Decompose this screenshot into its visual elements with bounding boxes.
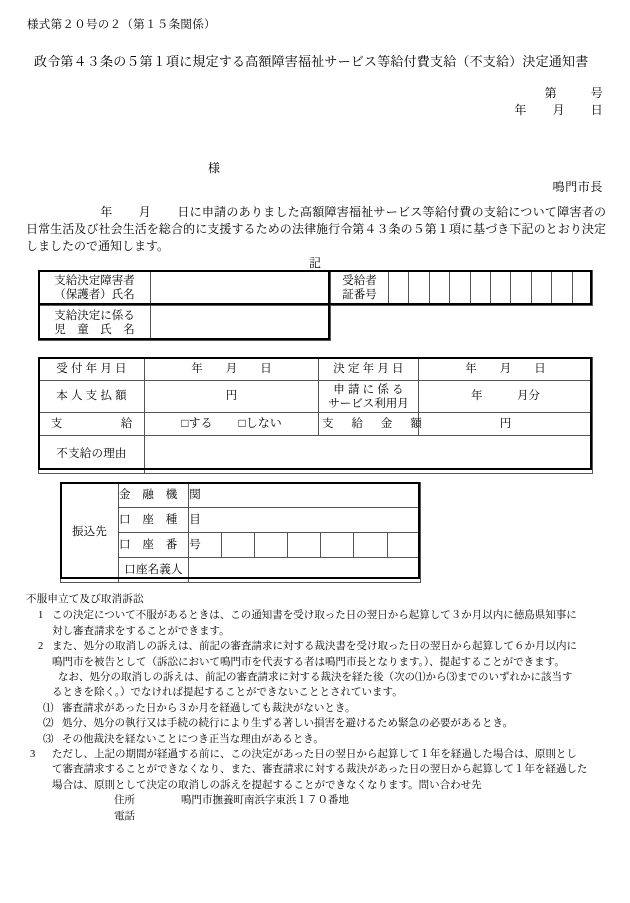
table-row xyxy=(39,271,593,306)
document-number-prefix: 第 xyxy=(544,86,557,100)
contact-address-label: 住所 xyxy=(114,795,135,807)
cert-number-cell[interactable] xyxy=(389,271,409,306)
cert-number-cell[interactable] xyxy=(490,271,510,306)
cert-number-label-line1: 受給者 xyxy=(342,275,377,287)
notice-item-1-number: 1 xyxy=(38,610,44,622)
table1-empty-area xyxy=(331,306,593,341)
recipient-name-label-line1: 支給決定障害者 xyxy=(54,275,135,287)
document-title: 政令第４３条の５第１項に規定する高額障害福祉サービス等給付費支給（不支給）決定通知書 xyxy=(34,54,589,69)
payment-option-yes-checkbox[interactable]: □する xyxy=(181,416,213,430)
account-number-cell[interactable] xyxy=(222,533,255,558)
payment-decision-label: 支 給 xyxy=(39,413,145,436)
table-row xyxy=(39,381,593,413)
service-month-label-line2: サービス利用月 xyxy=(328,397,409,410)
notice-item-1-line1: この決定について不服があるときは、この通知書を受け取った日の翌日から起算して３か月以内に徳島県知事に xyxy=(52,610,577,622)
notice-subitem-1-number: ⑴ xyxy=(43,702,54,714)
notice-item-3 xyxy=(26,747,614,762)
cert-number-cell[interactable] xyxy=(552,271,572,306)
body-date-month: 月 xyxy=(138,205,152,219)
cert-number-cell[interactable] xyxy=(531,271,551,306)
notice-item-2-number: 2 xyxy=(38,641,44,653)
appeal-notice-heading: 不服申立て及び取消訴訟 xyxy=(26,594,144,605)
child-name-label-line1: 支給決定に係る xyxy=(54,310,135,322)
decision-date-value[interactable]: 年 月 日 xyxy=(419,358,593,381)
non-payment-reason-input[interactable] xyxy=(145,436,593,474)
notice-subitem-3 xyxy=(26,732,614,747)
recipient-name-label-line2: （保護者）氏名 xyxy=(54,289,135,301)
table-row xyxy=(39,413,593,436)
service-month-label-line1: 申請に係る xyxy=(333,383,407,396)
issue-date-day: 日 xyxy=(590,103,603,117)
cert-number-label-line2: 証番号 xyxy=(342,289,377,301)
payment-amount-value[interactable]: 円 xyxy=(419,413,593,436)
table-row xyxy=(61,483,421,508)
notice-item-1 xyxy=(26,608,614,623)
contact-address-line xyxy=(26,793,614,808)
child-name-label-line2: 児 童 氏 名 xyxy=(54,324,135,336)
table-row xyxy=(39,306,593,341)
notice-subitem-3-number: ⑶ xyxy=(43,733,54,745)
notice-item-2-line4: るときを除く。）でなければ提起することができないこととされています。 xyxy=(52,687,403,699)
cert-number-cell[interactable] xyxy=(429,271,449,306)
payment-amount-label: 支 給 金 額 xyxy=(319,413,419,436)
account-number-cell[interactable] xyxy=(387,533,420,558)
contact-phone-label: 電話 xyxy=(114,810,135,822)
notice-subitem-1-text: 審査請求があった日から３か月を経過しても裁決がないとき。 xyxy=(62,702,356,714)
notice-item-1-line2: 対し審査請求をすることができます。 xyxy=(52,625,230,637)
receipt-date-label: 受付年月日 xyxy=(39,358,145,381)
notice-subitem-3-text: その他裁決を経ないことにつき正当な理由があるとき。 xyxy=(62,733,324,745)
cert-number-cell[interactable] xyxy=(572,271,592,306)
notice-item-2-line3: なお、処分の取消しの訴えは、前記の審査請求に対する裁決を経た後（次の⑴から⑶までのいずれかに該当す xyxy=(58,672,573,684)
notice-item-2 xyxy=(26,639,614,654)
account-type-input[interactable] xyxy=(189,508,421,533)
addressee-honorific: 様 xyxy=(208,161,221,175)
notice-item-2-line1: また、処分の取消しの訴えは、前記の審査請求に対する裁決書を受け取った日の翌日から起算して６か月以内に xyxy=(52,641,577,653)
body-paragraph xyxy=(26,204,606,255)
notice-subitem-2-number: ⑵ xyxy=(43,718,54,730)
notice-item-3-line1: ただし、上記の期間が経過する前に、この決定があった日の翌日から起算して１年を経過した場合は、原則とし xyxy=(52,749,577,761)
document-number-line xyxy=(545,84,603,101)
decision-date-label: 決定年月日 xyxy=(319,358,419,381)
cert-number-cell[interactable] xyxy=(409,271,429,306)
payment-options xyxy=(145,413,319,436)
notice-item-2-line2: 鳴門市を被告として（訴訟において鳴門市を代表する者は鳴門市長となります。）、提起することができます。 xyxy=(52,656,565,668)
payment-option-no-checkbox[interactable]: □しない xyxy=(238,416,282,430)
notice-subitem-2-text: 処分、処分の執行又は手続の続行により生ずる著しい損害を避けるため緊急の必要があるとき。 xyxy=(62,718,514,730)
cert-number-cell[interactable] xyxy=(450,271,470,306)
transfer-destination-label: 振込先 xyxy=(61,483,119,583)
account-number-cell[interactable] xyxy=(288,533,321,558)
non-payment-reason-label: 不支給の理由 xyxy=(39,436,145,474)
account-number-cell[interactable] xyxy=(321,533,354,558)
table-row xyxy=(39,436,593,474)
decision-detail-table xyxy=(38,357,593,474)
recipient-info-table xyxy=(38,270,593,341)
recipient-name-label xyxy=(39,271,151,306)
self-payment-label: 本人支払額 xyxy=(39,381,145,413)
body-date-year: 年 xyxy=(100,205,113,219)
notice-subitem-2 xyxy=(26,716,614,731)
cert-number-label xyxy=(331,271,389,306)
service-month-value[interactable]: 年 月分 xyxy=(419,381,593,413)
document-number-suffix: 号 xyxy=(590,86,603,100)
contact-address-value: 鳴門市撫養町南浜字東浜１７０番地 xyxy=(181,795,349,807)
table-row xyxy=(39,358,593,381)
notice-item-3-line3: 場合は、原則として決定の取消しの訴えを提起することができなくなります。問い合わせ先 xyxy=(52,779,482,791)
bank-institution-label: 金 融 機 関 xyxy=(119,483,189,508)
cert-number-cell[interactable] xyxy=(470,271,490,306)
bank-institution-input[interactable] xyxy=(189,483,421,508)
contact-phone-line xyxy=(26,809,614,824)
appeal-notice-section xyxy=(26,592,614,824)
notice-item-3-number: 3 xyxy=(30,749,36,761)
issue-date-line xyxy=(514,101,603,118)
notice-subitem-1 xyxy=(26,701,614,716)
issue-date-month: 月 xyxy=(552,103,565,117)
receipt-date-value[interactable]: 年 月 日 xyxy=(145,358,319,381)
body-main-text: 日に申請のありました高額障害福祉サービス等給付費の支給について障害者の日常生活及び社会生活を総合的に支援するための法律施行令第４３条の５第１項に基づき下記のとおり決定しましたので通知します。 xyxy=(26,205,606,253)
child-name-label xyxy=(39,306,151,341)
account-number-cell[interactable] xyxy=(255,533,288,558)
self-payment-value[interactable]: 円 xyxy=(145,381,319,413)
issuer-name: 鳴門市長 xyxy=(552,180,603,194)
account-holder-input[interactable] xyxy=(189,558,421,583)
account-number-cell[interactable] xyxy=(354,533,387,558)
notice-item-3-line2: て審査請求することができなくなり、また、審査請求に対する裁決があった日の翌日から起算して１年を経過した xyxy=(52,764,588,776)
child-name-input[interactable] xyxy=(151,306,331,341)
account-number-label: 口 座 番 号 xyxy=(119,533,189,558)
bank-transfer-table xyxy=(60,482,421,583)
recipient-name-input[interactable] xyxy=(151,271,331,306)
account-type-label: 口 座 種 目 xyxy=(119,508,189,533)
cert-number-cell[interactable] xyxy=(511,271,531,306)
issue-date-year: 年 xyxy=(514,103,527,117)
form-number: 様式第２０号の２（第１５条関係） xyxy=(27,19,216,31)
ki-mark: 記 xyxy=(308,256,321,270)
account-holder-label: 口座名義人 xyxy=(119,558,189,583)
service-month-label xyxy=(319,381,419,413)
